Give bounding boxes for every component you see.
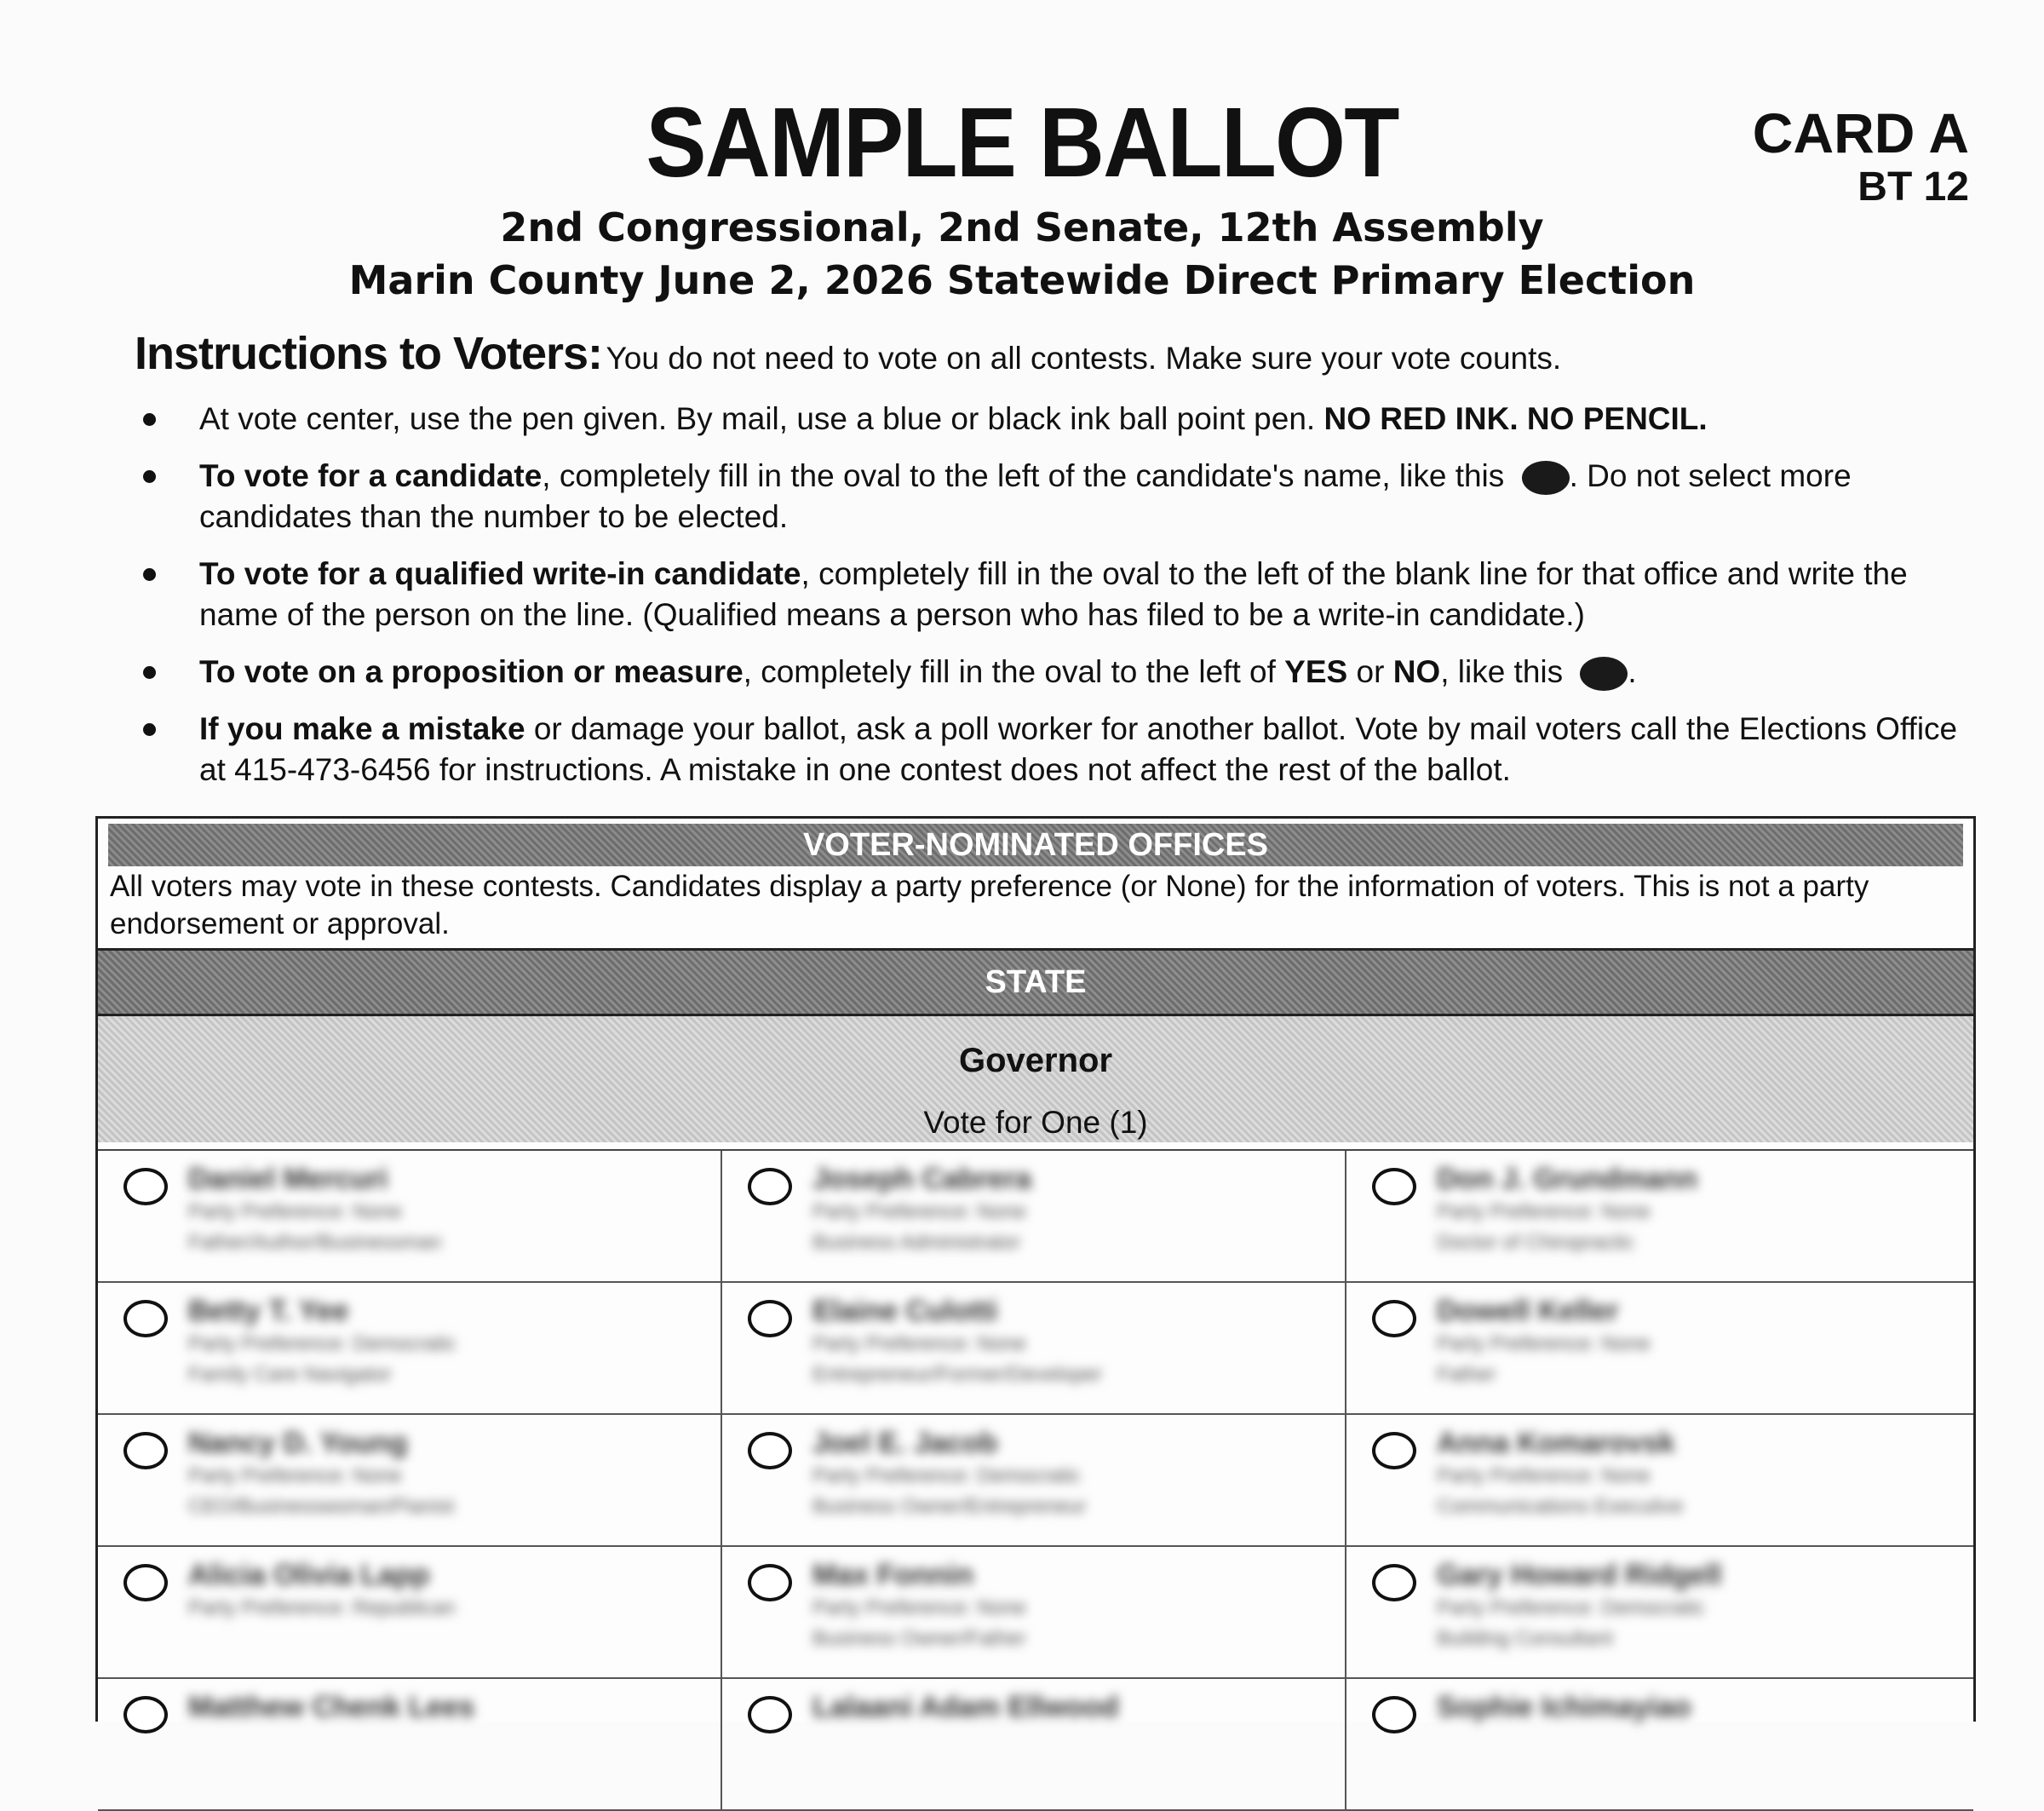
candidate-name: Dowell Keller [1437,1295,1619,1327]
vote-oval[interactable] [748,1432,792,1469]
candidate-party: Party Preference: None [1437,1332,1651,1355]
candidate-option[interactable] [1346,1547,1973,1679]
vote-oval[interactable] [748,1564,792,1601]
bullet-icon [143,413,156,426]
bullet-icon [143,723,156,736]
candidate-occupation: Communications Executive [1437,1495,1684,1518]
candidate-name: Alicia Olivia Lapp [188,1559,430,1591]
candidate-option[interactable] [98,1415,722,1547]
candidate-party: Party Preference: None [1437,1464,1651,1487]
vote-oval[interactable] [123,1696,168,1733]
section-title: VOTER-NOMINATED OFFICES [108,824,1963,866]
candidate-info [1437,1425,1683,1522]
vote-oval[interactable] [1372,1564,1416,1601]
card-label [1753,102,1969,211]
vote-oval[interactable] [1372,1696,1416,1733]
vote-oval[interactable] [1372,1300,1416,1337]
candidate-info [812,1689,1119,1725]
candidate-option[interactable] [98,1547,722,1679]
voter-nominated-section [95,816,1976,1722]
candidate-info [188,1689,474,1725]
vote-oval[interactable] [123,1432,168,1469]
bullet-icon [143,470,156,483]
candidate-occupation: Father [1437,1363,1496,1386]
candidate-party: Party Preference: Democratic [1437,1596,1705,1619]
candidate-grid [98,1149,1973,1811]
candidate-option[interactable] [722,1151,1346,1283]
instruction-item: If you make a mistake or damage your ballot, ask a poll worker for another ballot. Vote by mail voters call the Elections Office at 415-473-6456 for instructions. A mistake in one contest does not affect the rest of the ballot. [143,709,1966,791]
vote-oval[interactable] [123,1564,168,1601]
vote-oval[interactable] [123,1300,168,1337]
contest-name: Governor [958,1042,1113,1079]
candidate-occupation: Business Owner/Father [812,1627,1026,1650]
candidate-info [812,1425,1087,1522]
contest-header [98,1016,1973,1142]
candidate-occupation: Family Care Navigator [188,1363,392,1386]
instructions-heading [135,327,1561,380]
candidate-option[interactable] [1346,1283,1973,1415]
ballot-title: SAMPLE BALLOT [646,87,1398,198]
candidate-name: Anna Komarovsk [1437,1427,1675,1459]
instruction-item: To vote for a candidate, completely fill in the oval to the left of the candidate's name, like this . Do not select more candidates than the number to be elected. [143,456,1966,538]
instruction-item: At vote center, use the pen given. By mail, use a blue or black ink ball point pen. NO RED INK. NO PENCIL. [143,399,1966,440]
instruction-item: To vote on a proposition or measure, completely fill in the oval to the left of YES or NO, like this . [143,652,1966,693]
candidate-party: Party Preference: None [188,1200,402,1223]
candidate-name: Max Fonnin [812,1559,973,1591]
candidate-party: Party Preference: Democratic [188,1332,456,1355]
candidate-occupation: Entrepreneur/Former/Developer [812,1363,1103,1386]
vote-oval[interactable] [1372,1432,1416,1469]
bullet-icon [143,568,156,581]
candidate-party: Party Preference: None [188,1464,402,1487]
candidate-option[interactable] [98,1283,722,1415]
filled-oval-icon [1580,657,1628,691]
candidate-option[interactable] [722,1547,1346,1679]
candidate-name: Joel E. Jacob [812,1427,998,1459]
level-header: STATE [98,948,1973,1016]
candidate-info [188,1425,454,1522]
candidate-info [1437,1293,1651,1390]
candidate-option[interactable] [1346,1679,1973,1811]
instructions-intro: You do not need to vote on all contests. Make sure your vote counts. [606,341,1562,376]
candidate-party: Party Preference: Democratic [812,1464,1081,1487]
vote-oval[interactable] [123,1168,168,1205]
card-id: CARD A [1752,101,1969,164]
ballot-type: BT 12 [1857,164,1969,210]
candidate-info [1437,1689,1691,1725]
candidate-name: Sophie Ichimayiao [1437,1691,1691,1723]
candidate-occupation: Father/Author/Businessman [188,1231,442,1254]
candidate-option[interactable] [1346,1151,1973,1283]
candidate-occupation: Business Owner/Entrepreneur [812,1495,1087,1518]
candidate-name: Don J. Grundmann [1437,1163,1697,1195]
section-description: All voters may vote in these contests. Candidates display a party preference (or None) for the information of voters. This is not a party endorsement or approval. [110,870,1869,940]
candidate-occupation: CEO/Businesswoman/Pianist [188,1495,455,1518]
candidate-party: Party Preference: None [812,1596,1026,1619]
candidate-info [1437,1557,1721,1654]
candidate-info [1437,1161,1697,1258]
candidate-party: Party Preference: None [812,1332,1026,1355]
candidate-name: Daniel Mercuri [188,1163,388,1195]
candidate-name: Gary Howard Ridgell [1437,1559,1722,1591]
candidate-option[interactable] [722,1415,1346,1547]
candidate-info [188,1161,441,1258]
candidate-info [188,1557,456,1624]
vote-oval[interactable] [748,1168,792,1205]
candidate-name: Betty T. Yee [188,1295,349,1327]
candidate-name: Joseph Cabrera [812,1163,1031,1195]
candidate-name: Nancy D. Young [188,1427,408,1459]
candidate-info [812,1557,1026,1654]
candidate-party: Party Preference: None [812,1200,1026,1223]
vote-oval[interactable] [748,1300,792,1337]
candidate-option[interactable] [722,1679,1346,1811]
candidate-option[interactable] [98,1151,722,1283]
candidate-occupation: Doctor of Chiropractic [1437,1231,1635,1254]
district-line: 2nd Congressional, 2nd Senate, 12th Assembly [500,204,1544,250]
candidate-option[interactable] [98,1679,722,1811]
vote-oval[interactable] [748,1696,792,1733]
candidate-option[interactable] [1346,1415,1973,1547]
candidate-name: Elaine Culotti [812,1295,998,1327]
vote-for-label: Vote for One (1) [923,1105,1148,1140]
candidate-name: Lalaani Adam Ellwood [812,1691,1119,1723]
instructions-list [143,399,1966,807]
instructions-title: Instructions to Voters: [135,328,603,379]
candidate-occupation: Building Consultant [1437,1627,1613,1650]
candidate-name: Matthew Chenk Lees [188,1691,475,1723]
candidate-info [812,1293,1102,1390]
vote-oval[interactable] [1372,1168,1416,1205]
filled-oval-icon [1522,461,1570,495]
candidate-party: Party Preference: Republican [188,1596,456,1619]
bullet-icon [143,666,156,679]
instruction-item: To vote for a qualified write-in candidate, completely fill in the oval to the left of the blank line for that office and write the name of the person on the line. (Qualified means a person who has filed to be a write-in candidate.) [143,554,1966,635]
election-line: Marin County June 2, 2026 Statewide Direct Primary Election [348,257,1696,303]
candidate-party: Party Preference: None [1437,1200,1651,1223]
candidate-option[interactable] [722,1283,1346,1415]
candidate-occupation: Business Administrator [812,1231,1021,1254]
candidate-info [188,1293,456,1390]
candidate-info [812,1161,1031,1258]
